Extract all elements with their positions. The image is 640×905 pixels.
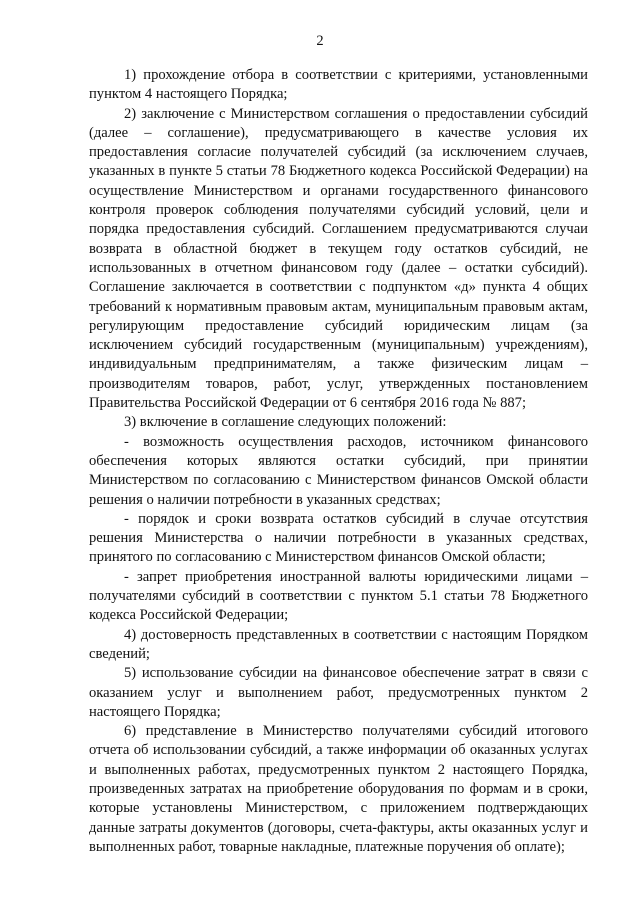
page-number: 2 — [316, 33, 324, 49]
paragraph-4: 4) достоверность представленных в соответствии с настоящим Порядком сведений; — [89, 626, 588, 662]
document-body — [89, 66, 588, 857]
paragraph-3-item-2: - порядок и сроки возврата остатков субсидий в случае отсутствия решения Министерства о наличии потребности в указанных средствах, принятого по согласованию с Министерством финансов Омской области; — [89, 510, 588, 566]
paragraph-1: 1) прохождение отбора в соответствии с критериями, установленными пунктом 4 настоящего Порядка; — [89, 67, 588, 103]
paragraph-3-item-3: - запрет приобретения иностранной валюты юридическими лицами – получателями субсидий в соответствии с пунктом 5.1 статьи 78 Бюджетного кодекса Российской Федерации; — [89, 568, 588, 624]
paragraph-3: 3) включение в соглашение следующих положений: — [124, 414, 447, 431]
paragraph-2: 2) заключение с Министерством соглашения о предоставлении субсидий (далее – соглашение), предусматривающего в качестве условия их предоставления согласие получателей субсидий (за исключением случаев, указанных в пункте 5 статьи 78 Бюджетного кодекса Российской Федерации) на осуществление Министерством и органами государственного финансового контроля проверок соблюдения получателями субсидий условий, цели и порядка предоставления субсидий. Соглашением предусматриваются случаи возврата в областной бюджет в текущем году остатков субсидий, не использованных в отчетном финансовом году (далее – остатки субсидий). Соглашение заключается в соответствии с подпунктом «д» пункта 4 общих требований к нормативным правовым актам, муниципальным правовым актам, регулирующим предоставление субсидий юридическим лицам (за исключением субсидий государственным (муниципальным) учреждениям), индивидуальным предпринимателям, а также физическим лицам – производителям товаров, работ, услуг, утвержденных постановлением Правительства Российской Федерации от 6 сентября 2016 года № 887; — [89, 105, 588, 412]
paragraph-3-item-1: - возможность осуществления расходов, источником финансового обеспечения которых являются остатки субсидий, при принятии Министерством по согласованию с Министерством финансов Омской области решения о наличии потребности в указанных средствах; — [89, 433, 588, 508]
paragraph-5: 5) использование субсидии на финансовое обеспечение затрат в связи с оказанием услуг и выполнением работ, предусмотренных пунктом 2 настоящего Порядка; — [89, 665, 588, 720]
paragraph-6: 6) представление в Министерство получателями субсидий итогового отчета об использовании субсидий, а также информации об оказанных услугах и выполненных работах, предусмотренных пунктом 2 настоящего Порядка, произведенных затратах на приобретение оборудования по формам и в сроки, которые установлены Министерством, с приложением подтверждающих данные затраты документов (договоры, счета-фактуры, акты оказанных услуг и выполненных работ, товарные накладные, платежные поручения об оплате); — [89, 723, 588, 855]
